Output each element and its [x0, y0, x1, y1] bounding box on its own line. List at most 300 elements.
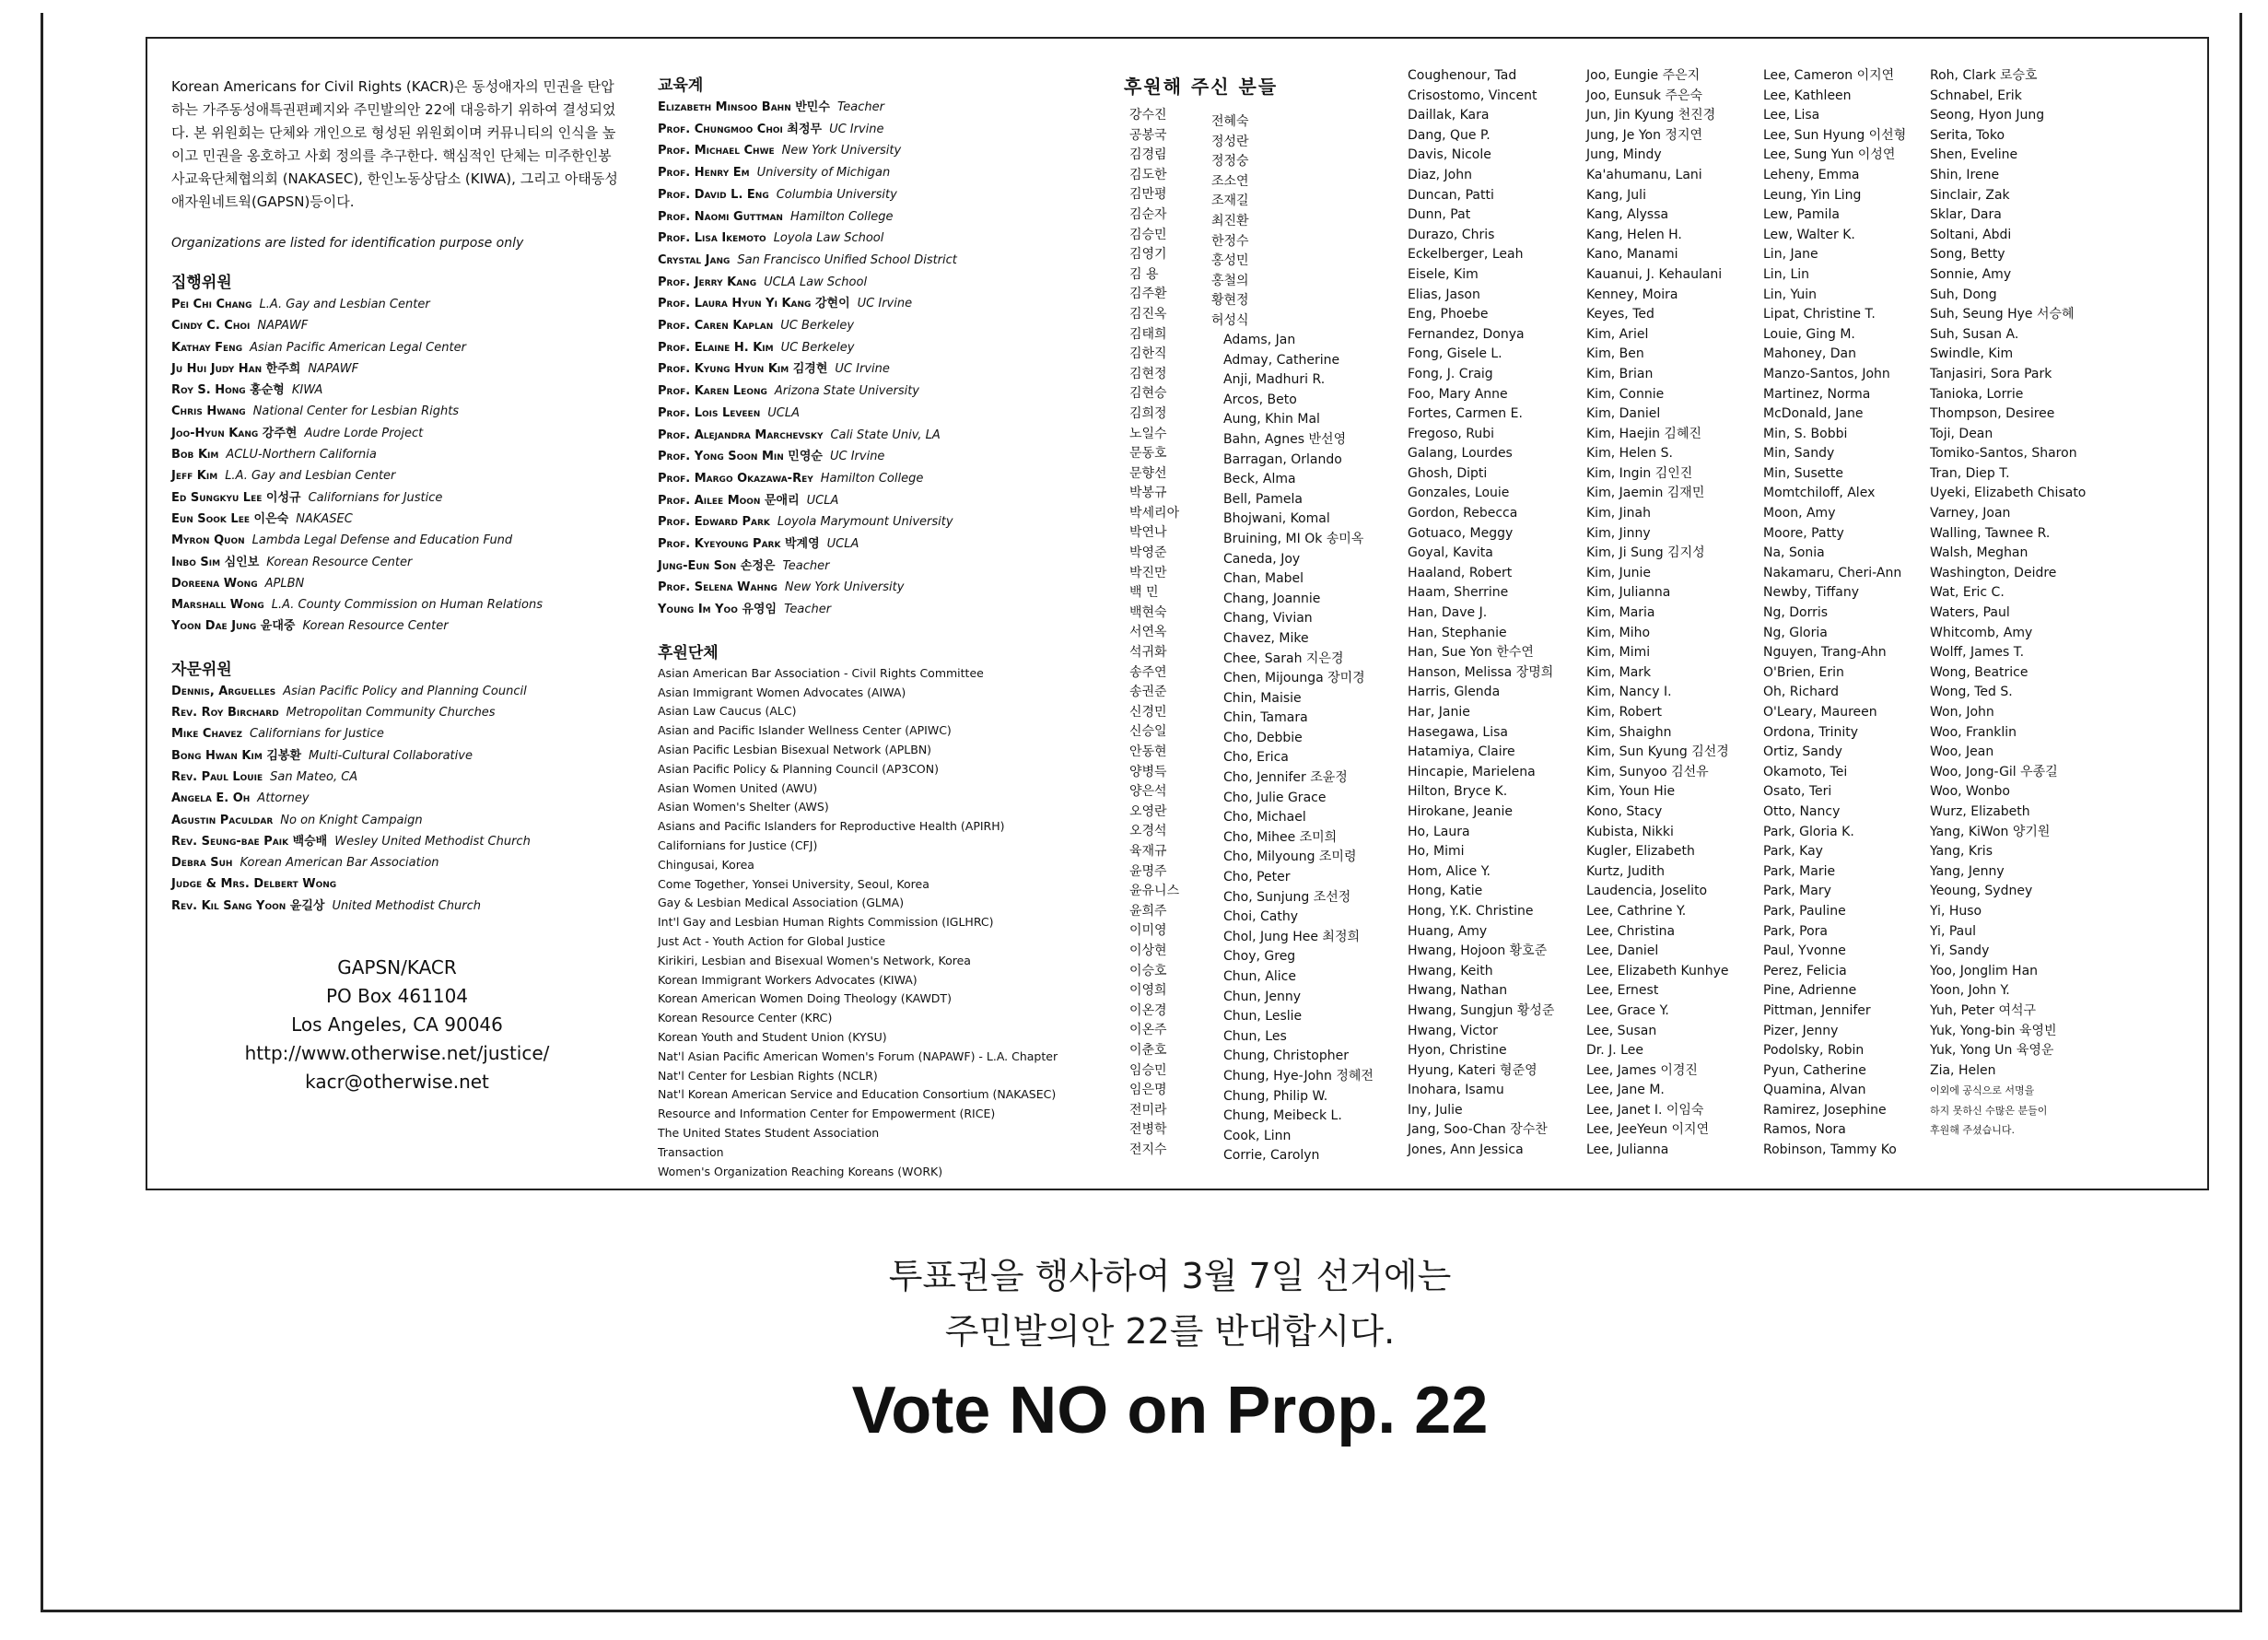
supporter-name: Lee, Janet I. 이임숙	[1586, 1102, 1704, 1118]
executive-member-name: Joo-Hyun Kang 강주현	[171, 426, 298, 440]
supporter-name: Lin, Lin	[1763, 266, 1810, 282]
supporter-korean: 송주연	[1129, 664, 1167, 680]
slogan-korean-line-1: 투표권을 행사하여 3월 7일 선거에는	[888, 1256, 1452, 1296]
supporter-name: Lee, Sun Hyung 이선형	[1763, 127, 1907, 143]
supporter-korean: 정성란	[1211, 134, 1249, 149]
education-member	[658, 511, 1155, 533]
supporter-name: Suh, Seung Hye 서승혜	[1930, 307, 2075, 322]
education-member-affiliation: UC Irvine	[835, 362, 890, 377]
supporter-name: Barragan, Orlando	[1223, 451, 1342, 467]
education-member-name: Prof. Naomi Guttman	[658, 209, 783, 224]
slogan-block	[645, 1248, 1695, 1457]
supporter-name: Kim, Jinah	[1586, 506, 1651, 521]
supporter-name: Kang, Helen H.	[1586, 227, 1682, 242]
supporter-name: Washington, Deidre	[1930, 565, 2057, 580]
supporter-name: Ortiz, Sandy	[1763, 744, 1842, 760]
executive-member-name: Bob Kim	[171, 448, 219, 463]
supporter-name: Eng, Phoebe	[1408, 307, 1489, 322]
advisory-member-affiliation: Metropolitan Community Churches	[286, 706, 496, 720]
education-member	[658, 293, 1155, 315]
supporter-name: Jones, Ann Jessica	[1408, 1142, 1524, 1158]
supporter-name: Goyal, Kavita	[1408, 545, 1493, 561]
supporter-name: Cho, Mihee 조미희	[1223, 829, 1338, 845]
supporter-korean: 김진옥	[1129, 306, 1167, 322]
supporter-name: McDonald, Jane	[1763, 406, 1864, 422]
supporters-footnote-line: 이외에 공식으로 서명을	[1930, 1084, 2035, 1097]
supporter-name: Kim, Sun Kyung 김선경	[1586, 744, 1729, 760]
advisory-member-name: Rev. Seung-bae Paik 백승배	[171, 834, 328, 849]
supporter-korean: 백 민	[1129, 585, 1159, 601]
supporter-korean: 홍성민	[1211, 253, 1249, 269]
executive-member-name: Yoon Dae Jung 윤대중	[171, 619, 296, 634]
supporter-name: Song, Betty	[1930, 247, 2005, 263]
executive-member-affiliation: L.A. County Commission on Human Relations	[271, 598, 544, 613]
supporter-name: Eckelberger, Leah	[1408, 247, 1524, 263]
supporter-name: Min, Sandy	[1763, 446, 1835, 462]
column-supporters-a	[1223, 331, 1408, 1166]
supporter-name: Cook, Linn	[1223, 1128, 1292, 1143]
supporter-name: Paul, Yvonne	[1763, 943, 1846, 959]
executive-member-affiliation: Asian Pacific American Legal Center	[250, 340, 466, 355]
supporter-name: Quamina, Alvan	[1763, 1083, 1866, 1098]
advisory-member	[171, 681, 623, 702]
supporter-name: Kenney, Moira	[1586, 287, 1678, 302]
executive-heading: 집행위원	[171, 274, 232, 292]
executive-member	[171, 530, 623, 551]
supporter-name: Har, Janie	[1408, 705, 1470, 720]
education-member	[658, 250, 1155, 272]
executive-member	[171, 337, 623, 358]
supporters-footnote-line: 하지 못하신 수많은 분들이	[1930, 1104, 2048, 1117]
supporter-name: Chin, Tamara	[1223, 710, 1308, 726]
supporter-name: Walsh, Meghan	[1930, 545, 2028, 561]
supporter-name: Fernandez, Donya	[1408, 326, 1525, 342]
supporter-name: Walling, Tawnee R.	[1930, 525, 2051, 541]
executive-member	[171, 573, 623, 594]
supporter-name: Kugler, Elizabeth	[1586, 844, 1695, 860]
supporter-korean: 최진환	[1211, 213, 1249, 228]
supporter-name: Kang, Juli	[1586, 187, 1646, 203]
supporter-name: Kim, Ji Sung 김지성	[1586, 545, 1705, 561]
education-member-affiliation: Teacher	[782, 558, 830, 573]
supporters-footnote	[1930, 1081, 2123, 1141]
executive-member-name: Ed Sungkyu Lee 이성규	[171, 490, 301, 505]
supporter-name: Lee, Daniel	[1586, 943, 1659, 959]
executive-member	[171, 465, 623, 486]
supporter-name: Admay, Catherine	[1223, 352, 1340, 368]
executive-list	[171, 294, 623, 638]
org-item: Gay & Lesbian Medical Association (GLMA)	[658, 896, 905, 910]
supporter-name: Kim, Mimi	[1586, 645, 1651, 661]
supporter-name: Jung, Mindy	[1586, 147, 1662, 163]
supporter-korean: 김만평	[1129, 187, 1167, 203]
executive-member-affiliation: National Center for Lesbian Rights	[252, 404, 460, 419]
supporter-name: Hwang, Victor	[1408, 1023, 1498, 1038]
supporter-name: Min, S. Bobbi	[1763, 426, 1848, 441]
supporter-name: Daillak, Kara	[1408, 108, 1490, 123]
supporter-name: Chung, Philip W.	[1223, 1088, 1328, 1104]
supporter-name: Schnabel, Erik	[1930, 88, 2022, 103]
address-email[interactable]: kacr@otherwise.net	[305, 1071, 489, 1094]
education-member-name: Prof. Selena Wahng	[658, 580, 777, 595]
supporter-name: Seong, Hyon Jung	[1930, 108, 2045, 123]
supporter-korean: 신경민	[1129, 704, 1167, 720]
executive-member-affiliation: Korean Resource Center	[302, 619, 449, 634]
supporters-list-a	[1223, 331, 1408, 1166]
supporter-name: Chun, Les	[1223, 1028, 1287, 1044]
org-item: Nat'l Center for Lesbian Rights (NCLR)	[658, 1068, 878, 1083]
supporter-name: Kim, Youn Hie	[1586, 784, 1676, 800]
education-member	[658, 272, 1155, 294]
supporter-name: Lee, Kathleen	[1763, 88, 1852, 103]
org-item: Asian Immigrant Women Advocates (AIWA)	[658, 685, 906, 699]
supporter-name: Min, Susette	[1763, 465, 1844, 481]
supporter-korean: 김한직	[1129, 346, 1167, 362]
executive-member	[171, 509, 623, 530]
supporter-name: Tran, Diep T.	[1930, 465, 2010, 481]
supporter-name: Fregoso, Rubi	[1408, 426, 1495, 441]
supporter-name: Cho, Julie Grace	[1223, 790, 1327, 805]
education-member-name: Prof. Edward Park	[658, 515, 770, 530]
supporter-name: Kono, Stacy	[1586, 803, 1663, 819]
org-item: Int'l Gay and Lesbian Human Rights Commission (IGLHRC)	[658, 915, 994, 930]
supporter-name: Woo, Jean	[1930, 744, 1994, 760]
address-city: Los Angeles, CA 90046	[291, 1013, 503, 1037]
education-member	[658, 206, 1155, 228]
supporter-name: Yi, Huso	[1930, 903, 1982, 919]
education-member-name: Prof. Chungmoo Choi 최정무	[658, 122, 823, 136]
education-member-affiliation: UC Berkeley	[780, 340, 855, 355]
supporter-name: Kim, Ingin 김인진	[1586, 465, 1693, 481]
org-item: Asian Pacific Policy & Planning Council (AP3CON)	[658, 761, 939, 776]
supporter-name: Crisostomo, Vincent	[1408, 88, 1537, 103]
supporter-name: Park, Mary	[1763, 884, 1831, 899]
org-item: Asian American Bar Association - Civil Rights Committee	[658, 665, 984, 680]
org-item: Chingusai, Korea	[658, 857, 754, 872]
supporter-name: Kim, Jaemin 김재민	[1586, 486, 1705, 501]
supporter-korean: 허성식	[1211, 312, 1249, 328]
education-member-name: Prof. Kyeyoung Park 박계영	[658, 537, 820, 552]
supporter-name: Waters, Paul	[1930, 605, 2010, 621]
supporter-name: Otto, Nancy	[1763, 803, 1841, 819]
education-member-name: Prof. David L. Eng	[658, 187, 769, 202]
supporter-name: Ordona, Trinity	[1763, 724, 1859, 740]
education-member	[658, 533, 1155, 556]
supporter-name: Chavez, Mike	[1223, 630, 1309, 646]
supporter-name: Chung, Christopher	[1223, 1048, 1349, 1064]
supporter-name: Uyeki, Elizabeth Chisato	[1930, 486, 2087, 501]
education-member-name: Prof. Karen Leong	[658, 384, 767, 399]
supporter-korean: 이춘호	[1129, 1042, 1167, 1058]
supporter-korean: 홍철의	[1211, 273, 1249, 288]
supporter-korean: 문동호	[1129, 446, 1167, 462]
advisory-member-affiliation: Californians for Justice	[250, 727, 384, 742]
advisory-member-name: Rev. Paul Louie	[171, 769, 263, 784]
supporter-name: Perez, Felicia	[1763, 963, 1847, 978]
supporter-name: Na, Sonia	[1763, 545, 1825, 561]
supporter-name: Cho, Debbie	[1223, 730, 1303, 745]
supporter-korean: 육재규	[1129, 843, 1167, 859]
supporter-name: Park, Pora	[1763, 923, 1828, 939]
supporter-korean: 김승민	[1129, 227, 1167, 242]
executive-member-affiliation: Californians for Justice	[308, 490, 443, 505]
supporter-korean: 이온주	[1129, 1023, 1167, 1038]
supporter-name: Harris, Glenda	[1408, 685, 1501, 700]
column-supporters-d	[1763, 66, 1938, 1161]
supporter-name: Fong, Gisele L.	[1408, 346, 1502, 362]
education-member-name: Crystal Jang	[658, 252, 731, 267]
supporter-korean: 전지수	[1129, 1142, 1167, 1157]
education-member	[658, 577, 1155, 599]
supporter-name: Kim, Maria	[1586, 605, 1655, 621]
education-member-name: Prof. Alejandra Marchevsky	[658, 428, 824, 442]
supporters-heading: 후원해 주신 분들	[1124, 76, 1279, 98]
org-item: Just Act - Youth Action for Global Justice	[658, 934, 886, 949]
supporter-name: Elias, Jason	[1408, 287, 1480, 302]
supporter-korean: 김순자	[1129, 206, 1167, 222]
org-item: Asians and Pacific Islanders for Reproductive Health (APIRH)	[658, 819, 1005, 834]
executive-member-name: Cindy C. Choi	[171, 319, 251, 334]
supporter-korean: 오영란	[1129, 803, 1167, 819]
education-member	[658, 228, 1155, 250]
supporter-name: Sonnie, Amy	[1930, 266, 2012, 282]
supporter-name: Kano, Manami	[1586, 247, 1678, 263]
supporter-name: Mahoney, Dan	[1763, 346, 1857, 362]
supporter-korean: 윤유니스	[1129, 884, 1180, 899]
executive-member-name: Myron Quon	[171, 533, 245, 548]
supporter-name: Yuk, Yong-bin 육영빈	[1930, 1023, 2057, 1038]
executive-member-affiliation: L.A. Gay and Lesbian Center	[259, 298, 430, 311]
supporter-name: Suh, Susan A.	[1930, 326, 2019, 342]
education-member	[658, 490, 1155, 512]
supporter-name: Dr. J. Lee	[1586, 1043, 1643, 1059]
education-member-affiliation: UCLA	[826, 537, 859, 552]
supporter-name: Lee, Jane M.	[1586, 1083, 1665, 1098]
column-supporters-korean-2	[1211, 112, 1294, 332]
supporter-name: Wong, Beatrice	[1930, 664, 2028, 680]
org-item: Kirikiri, Lesbian and Bisexual Women's Network, Korea	[658, 953, 971, 967]
supporter-name: Leung, Yin Ling	[1763, 187, 1862, 203]
education-member-affiliation: Loyola Marymount University	[777, 515, 953, 530]
supporter-name: Duncan, Patti	[1408, 187, 1494, 203]
executive-member-name: Inbo Sim 심인보	[171, 555, 260, 569]
education-member	[658, 468, 1155, 490]
education-member-affiliation: UCLA	[767, 405, 800, 420]
supporter-name: Tanioka, Lorrie	[1930, 386, 2024, 402]
supporter-korean: 조재길	[1211, 193, 1249, 209]
org-item: Women's Organization Reaching Koreans (WORK)	[658, 1164, 943, 1178]
advisory-member	[171, 767, 623, 788]
education-member	[658, 140, 1155, 162]
supporter-name: Kauanui, J. Kehaulani	[1586, 266, 1723, 282]
org-item: Asian Law Caucus (ALC)	[658, 704, 797, 719]
education-member	[658, 97, 1155, 119]
supporter-name: Oh, Richard	[1763, 685, 1839, 700]
supporter-name: Cho, Sunjung 조선정	[1223, 889, 1351, 905]
supporter-name: Lee, Susan	[1586, 1023, 1657, 1038]
supporter-korean: 한정수	[1211, 233, 1249, 249]
supporter-name: Chin, Maisie	[1223, 690, 1302, 706]
supporter-name: Kim, Julianna	[1586, 585, 1671, 601]
education-member-affiliation: UC Berkeley	[780, 319, 855, 334]
supporter-name: Ghosh, Dipti	[1408, 465, 1488, 481]
supporter-name: Lew, Walter K.	[1763, 227, 1855, 242]
education-member-name: Prof. Michael Chwe	[658, 144, 775, 158]
education-member-affiliation: Teacher	[784, 603, 832, 617]
supporters-footnote-line: 후원해 주셨습니다.	[1930, 1124, 2016, 1137]
supporter-korean: 백현숙	[1129, 604, 1167, 620]
supporter-korean: 신승일	[1129, 724, 1167, 740]
supporter-name: Leheny, Emma	[1763, 167, 1860, 182]
supporter-name: Coughenour, Tad	[1408, 68, 1517, 83]
education-member-affiliation: UCLA Law School	[764, 275, 868, 289]
supporter-name: Kim, Jinny	[1586, 525, 1651, 541]
supporter-name: Wat, Eric C.	[1930, 585, 2005, 601]
address-pobox: PO Box 461104	[325, 985, 469, 1008]
supporter-name: Park, Pauline	[1763, 903, 1846, 919]
supporter-name: Chen, Mijounga 장미경	[1223, 671, 1365, 686]
supporter-name: Chung, Hye-John 정혜전	[1223, 1068, 1374, 1084]
advisory-member	[171, 852, 623, 873]
supporter-name: Thompson, Desiree	[1930, 406, 2055, 422]
supporter-name: Caneda, Joy	[1223, 551, 1301, 567]
org-item: Californians for Justice (CFJ)	[658, 838, 818, 853]
supporter-name: Ka'ahumanu, Lani	[1586, 167, 1702, 182]
supporter-name: Bhojwani, Komal	[1223, 511, 1330, 527]
advisory-member-affiliation: San Mateo, CA	[270, 769, 358, 784]
supporter-name: Momtchiloff, Alex	[1763, 486, 1876, 501]
supporter-name: Hyung, Kateri 형준영	[1408, 1062, 1537, 1078]
org-item: Nat'l Asian Pacific American Women's Forum (NAPAWF) - L.A. Chapter	[658, 1048, 1058, 1063]
supporter-name: Lee, JeeYeun 이지연	[1586, 1122, 1710, 1138]
supporter-name: Kim, Miho	[1586, 625, 1651, 640]
supporter-name: Bahn, Agnes 반선영	[1223, 431, 1347, 447]
supporter-name: Moon, Amy	[1763, 506, 1836, 521]
supporter-name: Chee, Sarah 지은경	[1223, 650, 1344, 666]
orgs-list	[658, 664, 1155, 1182]
supporter-korean: 황현정	[1211, 293, 1249, 309]
supporter-korean: 김주환	[1129, 287, 1167, 302]
supporters-list-c	[1586, 66, 1761, 1161]
supporter-name: Gonzales, Louie	[1408, 486, 1510, 501]
address-url[interactable]: http://www.otherwise.net/justice/	[244, 1042, 550, 1065]
executive-member	[171, 380, 623, 401]
advisory-member	[171, 702, 623, 723]
supporter-name: Park, Marie	[1763, 863, 1836, 879]
supporter-name: Hasegawa, Lisa	[1408, 724, 1508, 740]
advisory-member-affiliation: United Methodist Church	[332, 898, 482, 913]
education-member-name: Jung-Eun Son 손정은	[658, 558, 776, 573]
supporter-name: Yi, Sandy	[1930, 943, 1990, 959]
executive-member-affiliation: ACLU-Northern California	[226, 448, 377, 463]
executive-member-affiliation: L.A. Gay and Lesbian Center	[225, 469, 396, 484]
supporter-name: Yoon, John Y.	[1930, 983, 2010, 999]
education-member	[658, 162, 1155, 184]
education-member-affiliation: Columbia University	[776, 187, 897, 202]
advisory-member-name: Judge & Mrs. Delbert Wong	[171, 877, 337, 892]
education-member-name: Prof. Elaine H. Kim	[658, 340, 774, 355]
executive-member	[171, 315, 623, 336]
supporter-name: Kim, Connie	[1586, 386, 1665, 402]
supporter-name: Roh, Clark 로승호	[1930, 68, 2038, 83]
supporter-name: Hong, Y.K. Christine	[1408, 903, 1534, 919]
supporter-name: Kubista, Nikki	[1586, 824, 1674, 839]
executive-member	[171, 423, 623, 444]
executive-member-name: Roy S. Hong 홍순형	[171, 383, 285, 398]
supporter-name: Zia, Helen	[1930, 1062, 1996, 1078]
supporter-name: Beck, Alma	[1223, 472, 1296, 487]
slogan-english: Vote NO on Prop. 22	[851, 1374, 1489, 1447]
supporter-name: Ramos, Nora	[1763, 1122, 1846, 1138]
supporter-korean: 김영기	[1129, 247, 1167, 263]
supporter-name: Kim, Robert	[1586, 705, 1663, 720]
supporter-name: Yoo, Jonglim Han	[1930, 963, 2039, 978]
education-member-affiliation: Loyola Law School	[773, 231, 884, 246]
supporter-name: Hatamiya, Claire	[1408, 744, 1515, 760]
supporter-name: Martinez, Norma	[1763, 386, 1871, 402]
supporter-korean: 석귀화	[1129, 645, 1167, 661]
executive-member-name: Pei Chi Chang	[171, 298, 252, 311]
advisory-member-name: Rev. Kil Sang Yoon 윤길상	[171, 898, 325, 913]
advisory-member	[171, 831, 623, 852]
supporter-name: Shin, Irene	[1930, 167, 2000, 182]
executive-member-name: Kathay Feng	[171, 340, 243, 355]
supporter-name: Hong, Katie	[1408, 884, 1483, 899]
identification-note: Organizations are listed for identification purpose only	[171, 236, 524, 251]
org-item: Transaction	[658, 1144, 724, 1159]
education-member-name: Prof. Laura Hyun Yi Kang 강현이	[658, 297, 850, 311]
executive-member-affiliation: NAPAWF	[308, 361, 359, 376]
supporter-name: Pyun, Catherine	[1763, 1062, 1866, 1078]
supporter-name: Lin, Yuin	[1763, 287, 1818, 302]
executive-member-name: Eun Sook Lee 이은숙	[171, 511, 289, 526]
supporter-name: Pizer, Jenny	[1763, 1023, 1839, 1038]
supporter-name: Kim, Helen S.	[1586, 446, 1673, 462]
supporter-name: Choi, Cathy	[1223, 909, 1299, 925]
supporter-korean: 안동현	[1129, 744, 1167, 759]
supporter-name: Jang, Soo-Chan 장수찬	[1408, 1122, 1548, 1138]
supporter-name: Louie, Ging M.	[1763, 326, 1855, 342]
supporter-name: Jun, Jin Kyung 천진경	[1586, 108, 1716, 123]
education-member-affiliation: New York University	[781, 144, 902, 158]
ad-panel	[146, 37, 2209, 1190]
supporter-name: Lew, Pamila	[1763, 207, 1840, 223]
supporter-korean: 문향선	[1129, 465, 1167, 481]
supporter-korean: 송권준	[1129, 685, 1167, 700]
supporter-name: Woo, Jong-Gil 우종길	[1930, 764, 2058, 779]
supporter-korean: 김도한	[1129, 167, 1167, 182]
education-member-affiliation: New York University	[784, 580, 905, 595]
org-item: Come Together, Yonsei University, Seoul, Korea	[658, 876, 929, 891]
supporter-name: Hilton, Bryce K.	[1408, 784, 1508, 800]
supporter-name: Lee, Elizabeth Kunhye	[1586, 963, 1729, 978]
supporter-name: Gotuaco, Meggy	[1408, 525, 1514, 541]
org-item: Resource and Information Center for Empowerment (RICE)	[658, 1107, 996, 1121]
supporter-name: Chun, Alice	[1223, 969, 1296, 984]
supporter-korean: 공봉국	[1129, 127, 1167, 143]
supporters-list-b	[1408, 66, 1583, 1161]
supporter-name: Robinson, Tammy Ko	[1763, 1142, 1897, 1158]
supporter-name: Moore, Patty	[1763, 525, 1844, 541]
education-heading: 교육계	[658, 76, 704, 95]
supporter-name: Galang, Lourdes	[1408, 446, 1513, 462]
column-committee	[171, 66, 623, 1096]
supporter-name: Yang, Kris	[1930, 844, 1993, 860]
supporter-name: Hwang, Sungjun 황성준	[1408, 1002, 1555, 1018]
supporter-name: Dunn, Pat	[1408, 207, 1471, 223]
supporter-korean: 이미영	[1129, 923, 1167, 939]
executive-member	[171, 487, 623, 509]
